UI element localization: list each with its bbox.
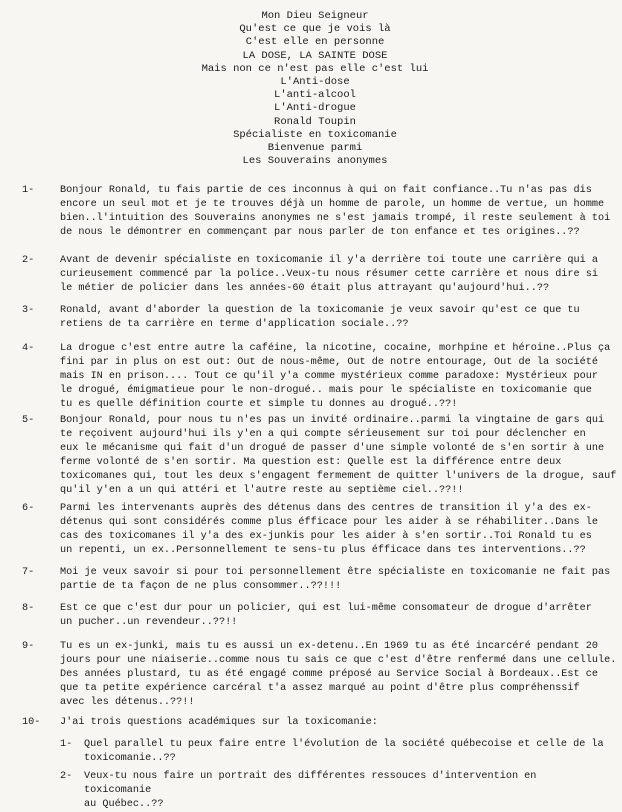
header-line: L'Anti-dose [280,76,350,89]
question-number: 8- [22,603,35,614]
question-text: Bonjour Ronald, tu fais partie de ces inconnus à qui on fait confiance..Tu n'as pas dis encore un seul mot et je te trouves déjà un homme de parole, un homme de vertue, un homme bien..l'intuition des Souverains anonymes ne s'est jamais trompé, il reste seulement à toi de nous le démontrer en commençant par nous parler de ton enfance et tes origines..?? [60,185,611,238]
header-line: Qu'est ce que je vois là [239,23,391,36]
header-line: Spécialiste en toxicomanie [233,128,397,141]
question-number: 10- [22,717,41,728]
question-text: Est ce que c'est dur pour un policier, qui est lui-même consomateur de drogue d'arrêter un pucher..un revendeur..??!! [60,603,592,628]
subquestion-number: 1- [60,739,73,750]
subquestion-number: 2- [60,771,73,782]
question-text: Ronald, avant d'aborder la question de la toxicomanie je veux savoir qu'est ce que tu retiens de ta carrière en terme d'application sociale..?? [60,305,580,330]
question-number: 9- [22,641,35,652]
question-number: 4- [22,343,35,354]
question-text: Tu es un ex-junki, mais tu es aussi un ex-detenu..En 1969 tu as été incarcéré pendant 20 jours pour une niaiserie..comme nous tu sais ce que c'est d'être renfermé dans une cellule. Des années plustard, tu as été engagé comme préposé au Service Social à Bordeaux..Est ce que ta petite expérience carcéral t'a assez marqué au point d'être plus compréhenssif avec les détenus..??!! [60,641,617,708]
header-line: L'anti-alcool [274,89,356,102]
poem-header [150,10,480,168]
header-line: Les Souverains anonymes [242,155,388,168]
question-text: La drogue c'est entre autre la caféine, la nicotine, cocaine, morhpine et héroine..Plus ça fini par in plus on est out: Out de nous-même, Out de notre entourage, Out de la société mais IN en prison.... Tout ce qu'il y'a comme mystérieux comme paradoxe: Mystérieux pour le drogué, émigmatieue pour le non-drogué.. mais pour le spécialiste en toxicomanie que tu es quelle définition courte et simple tu donnes au drogué..??! [60,343,611,410]
header-line: LA DOSE, LA SAINTE DOSE [242,49,388,62]
question-number: 1- [22,185,35,196]
header-line: Bienvenue parmi [267,142,363,155]
question-text: J'ai trois questions académiques sur la toxicomanie: [60,717,378,728]
header-line: Ronald Toupin [274,115,356,128]
subquestion-text: Veux-tu nous faire un portrait des différentes ressouces d'intervention en toxicomanie au Québec..?? [84,771,537,810]
question-number: 5- [22,415,35,426]
question-text: Moi je veux savoir si pour toi personnellement être spécialiste en toxicomanie ne fait pas partie de ta façon de ne plus consommer..??!!! [60,567,611,592]
header-line: Mais non ce n'est pas elle c'est lui [201,62,429,75]
header-line: C'est elle en personne [245,36,385,49]
header-line: Mon Dieu Seigneur [261,10,369,22]
subquestion-text: Quel parallel tu peux faire entre l'évolution de la société québecoise et celle de la toxicomanie..?? [84,739,604,764]
question-number: 2- [22,255,35,266]
question-text: Bonjour Ronald, pour nous tu n'es pas un invité ordinaire..parmi la vingtaine de gars qui te reçoivent aujourd'hui ils y'en a qui compte sérieusement sur toi pour déclencher en eux le mécanisme qui fait d'un drogué de passer d'une simple volonté de s'en sortir à une ferme volonté de s'en sortir. Ma question est: Quelle est la différence entre deux toxicomanes qui, tout les deux s'engagent fermement de quitter l'univers de la drogue, sauf qu'il y'en a un qui attéri et l'autre reste au septième ciel..??!! [60,415,617,496]
question-number: 3- [22,305,35,316]
header-line: L'Anti-drogue [274,102,356,115]
question-text: Avant de devenir spécialiste en toxicomanie il y'a derrière toi toute une carrière qui a curieusement commencé par la police..Veux-tu nous résumer cette carrière et nous dire si le métier de policier dans les années-60 était plus attrayant qu'aujourd'hui..?? [60,255,598,294]
question-text: Parmi les intervenants auprès des détenus dans des centres de transition il y'a des ex- détenus qui sont considérés comme plus éfficace pour les aider à se réhabiliter..Dans le cas des toxicomanes il y'a des ex-junkis pour les aider à s'en sortir..Toi Ronald tu es un repenti, un ex..Personnellement te sens-tu plus éfficace dans tes interventions..?? [60,503,598,556]
question-number: 6- [22,503,35,514]
question-number: 7- [22,567,35,578]
